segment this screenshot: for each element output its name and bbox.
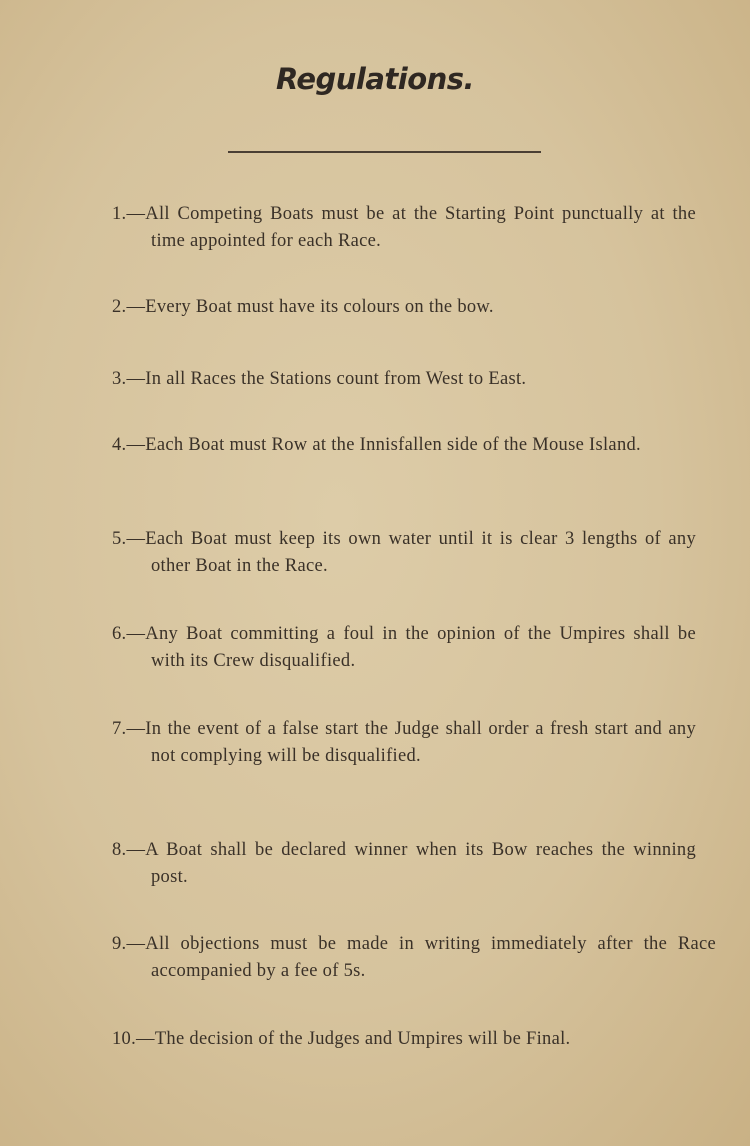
page-title: Regulations.	[275, 62, 475, 96]
regulation-item	[112, 837, 696, 891]
regulation-item	[112, 621, 696, 675]
item-number: 7.—	[112, 719, 146, 739]
item-number: 10.—	[112, 1029, 155, 1049]
item-number: 5.—	[112, 529, 146, 549]
item-number: 2.—	[112, 297, 146, 317]
item-text: Each Boat must Row at the Innisfallen side of the Mouse Island.	[145, 435, 641, 455]
regulation-item	[112, 366, 696, 393]
item-text: All objections must be made in writing immediately after the Race accompanied by a fee of 5s.	[145, 934, 716, 981]
item-text: Any Boat committing a foul in the opinion of the Umpires shall be with its Crew disqualified.	[145, 624, 696, 671]
item-text: Each Boat must keep its own water until it is clear 3 lengths of any other Boat in the Race.	[145, 529, 696, 576]
regulation-item	[112, 432, 696, 459]
item-number: 8.—	[112, 840, 146, 860]
item-text: The decision of the Judges and Umpires will be Final.	[154, 1029, 571, 1049]
item-text: Every Boat must have its colours on the bow.	[145, 297, 494, 317]
item-number: 9.—	[112, 934, 146, 954]
item-text: In all Races the Stations count from West to East.	[145, 369, 527, 389]
item-number: 4.—	[112, 435, 146, 455]
regulation-item	[112, 716, 696, 770]
item-number: 3.—	[112, 369, 146, 389]
item-number: 1.—	[112, 204, 146, 224]
regulation-item	[112, 294, 696, 321]
title-divider	[228, 151, 541, 153]
regulation-item	[112, 931, 716, 985]
item-text: A Boat shall be declared winner when its Bow reaches the winning post.	[145, 840, 696, 887]
regulation-item	[112, 1026, 696, 1053]
item-text: All Competing Boats must be at the Starting Point punctually at the time appointed for each Race.	[145, 204, 696, 251]
regulation-item	[112, 201, 696, 255]
item-text: In the event of a false start the Judge shall order a fresh start and any not complying will be disqualified.	[145, 719, 696, 766]
item-number: 6.—	[112, 624, 146, 644]
regulation-item	[112, 526, 696, 580]
